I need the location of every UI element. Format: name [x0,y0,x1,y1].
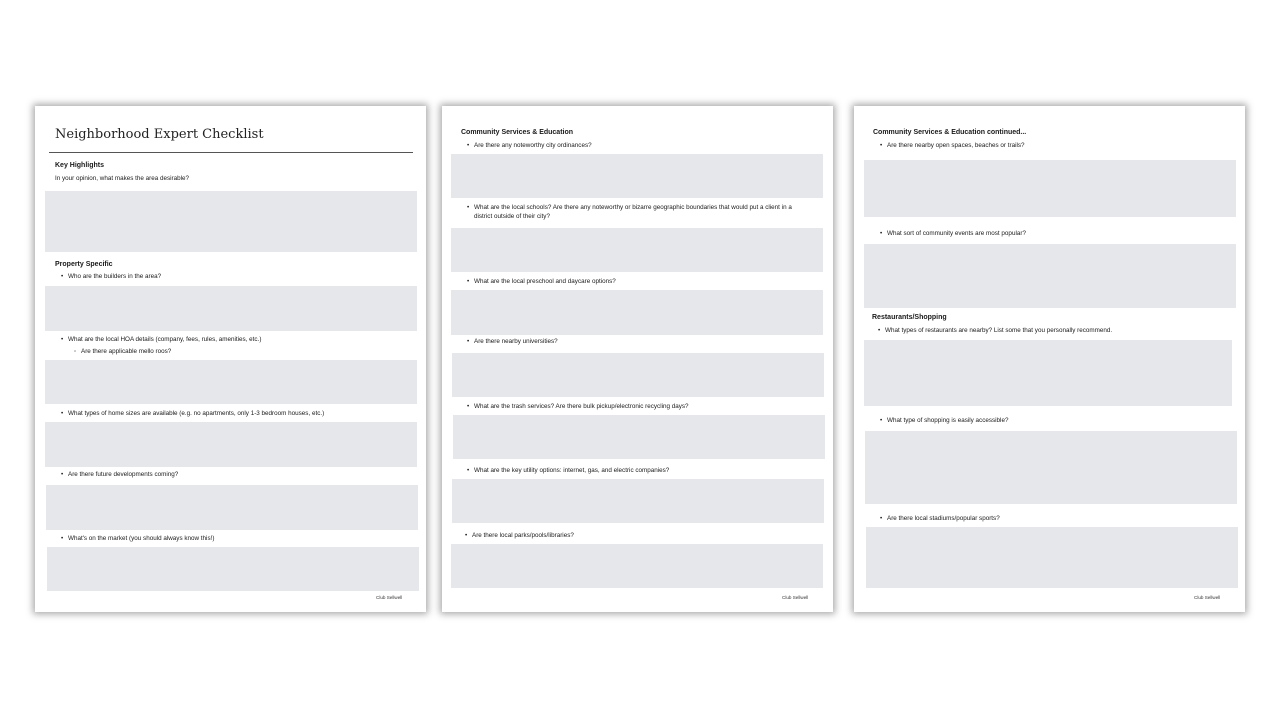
question-preschool-daycare: • What are the local preschool and daycare options? [474,277,616,286]
question-universities: • Are there nearby universities? [474,337,558,346]
question-utilities: • What are the key utility options: internet, gas, and electric companies? [474,466,669,475]
key-highlights-prompt: In your opinion, what makes the area desirable? [55,175,190,182]
title-divider [49,152,413,153]
question-city-ordinances: • Are there any noteworthy city ordinances? [474,141,592,150]
answer-box-community-events[interactable] [864,244,1236,308]
answer-box-utilities[interactable] [452,479,824,523]
answer-box-universities[interactable] [452,353,824,397]
question-builders: • Who are the builders in the area? [68,272,161,281]
section-heading-community-continued: Community Services & Education continued... [873,129,1027,136]
page-footer-brand: Club Sellwell [782,595,809,600]
answer-box-parks-pools-libraries[interactable] [451,544,823,588]
section-heading-community-services: Community Services & Education [461,129,574,136]
question-parks-pools-libraries: • Are there local parks/pools/libraries? [472,531,574,540]
answer-box-restaurants[interactable] [864,340,1232,406]
section-heading-property-specific: Property Specific [55,261,113,268]
answer-box-preschool-daycare[interactable] [451,290,823,335]
checklist-page-1 [35,106,426,612]
page-footer-brand: Club Sellwell [1194,595,1221,600]
section-heading-key-highlights: Key Highlights [55,162,105,169]
checklist-page-2 [442,106,833,612]
page-title: Neighborhood Expert Checklist [55,127,264,142]
answer-box-hoa[interactable] [45,360,417,404]
answer-box-city-ordinances[interactable] [451,154,823,198]
answer-box-trash-services[interactable] [453,415,825,459]
question-shopping: • What type of shopping is easily accessible? [887,416,1008,425]
answer-box-builders[interactable] [45,286,417,331]
question-stadiums-sports: • Are there local stadiums/popular sports? [887,514,1000,523]
question-local-schools: • What are the local schools? Are there any noteworthy or bizarre geographic boundaries that would put a client in a district outside of their city? [474,203,794,221]
question-hoa: • What are the local HOA details (company, fees, rules, amenities, etc.) [68,335,261,344]
answer-box-home-sizes[interactable] [45,422,417,467]
answer-box-shopping[interactable] [865,431,1237,504]
question-open-spaces: • Are there nearby open spaces, beaches or trails? [887,141,1025,150]
answer-box-future-developments[interactable] [46,485,418,530]
answer-box-stadiums-sports[interactable] [866,527,1238,588]
answer-box-on-market[interactable] [47,547,419,591]
checklist-page-3 [854,106,1245,612]
question-home-sizes: • What types of home sizes are available (e.g. no apartments, only 1-3 bedroom houses, etc.) [68,409,324,418]
answer-box-key-highlights[interactable] [45,191,417,252]
answer-box-open-spaces[interactable] [864,160,1236,217]
question-trash-services: • What are the trash services? Are there bulk pickup/electronic recycling days? [474,402,689,411]
question-on-market: • What's on the market (you should always know this!) [68,534,214,543]
answer-box-local-schools[interactable] [451,228,823,272]
question-community-events: • What sort of community events are most popular? [887,229,1026,238]
section-heading-restaurants-shopping: Restaurants/Shopping [872,314,947,321]
question-future-developments: • Are there future developments coming? [68,470,178,479]
page-footer-brand: Club Sellwell [376,595,403,600]
question-mello-roos: ◦ Are there applicable mello roos? [81,347,171,356]
question-restaurants: • What types of restaurants are nearby? List some that you personally recommend. [885,326,1112,335]
